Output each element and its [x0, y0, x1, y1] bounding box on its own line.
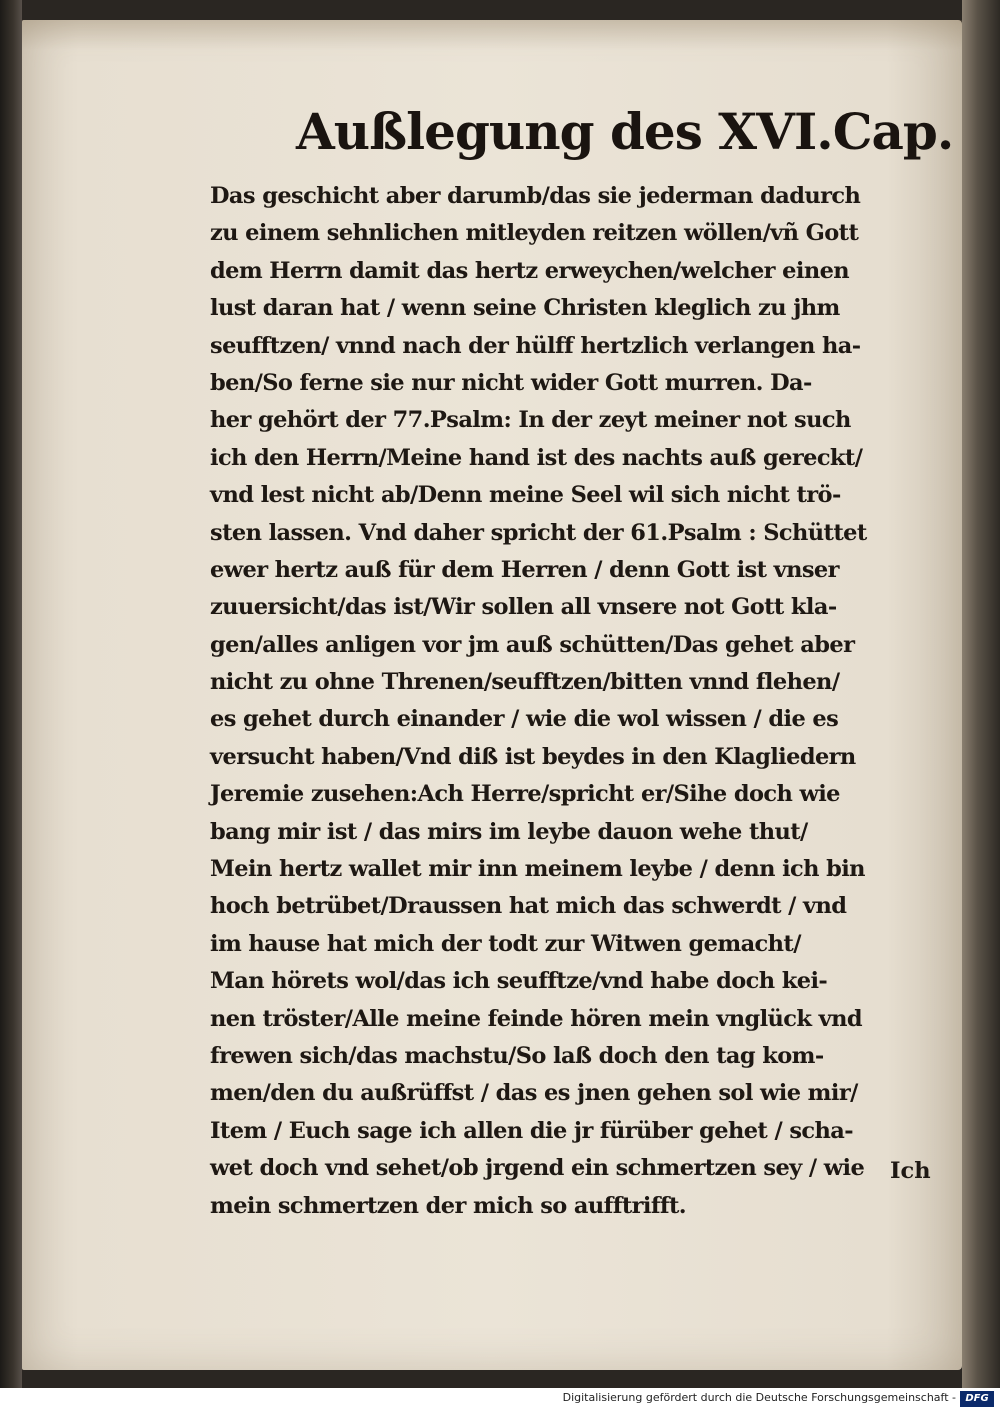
text-line: seufftzen/ vnnd nach der hülff hertzlich verlangen ha- — [210, 332, 861, 359]
text-line: Mein hertz wallet mir inn meinem leybe / denn ich bin — [210, 856, 865, 883]
text-line: frewen sich/das machstu/So laß doch den tag kom- — [210, 1042, 824, 1069]
text-line: ben/So ferne sie nur nicht wider Gott murren. Da- — [210, 369, 812, 396]
running-head: Außlegung des XVI.Cap. — [296, 102, 954, 161]
dfg-logo: DFG — [960, 1391, 994, 1407]
text-line: hoch betrübet/Draussen hat mich das schwerdt / vnd — [210, 893, 847, 920]
text-line: zuuersicht/das ist/Wir sollen all vnsere not Gott kla- — [210, 594, 837, 621]
funding-credit: Digitalisierung gefördert durch die Deutsche Forschungsgemeinschaft - — [562, 1391, 956, 1404]
text-line: nen tröster/Alle meine feinde hören mein vnglück vnd — [210, 1005, 862, 1032]
text-line: ewer hertz auß für dem Herren / denn Gott ist vnser — [210, 556, 839, 583]
text-line: versucht haben/Vnd diß ist beydes in den Klagliedern — [210, 743, 856, 770]
text-line: mein schmertzen der mich so aufftrifft. — [210, 1192, 687, 1219]
text-line: Jeremie zusehen:Ach Herre/spricht er/Sihe doch wie — [210, 781, 840, 808]
text-line: zu einem sehnlichen mitleyden reitzen wöllen/vñ Gott — [210, 220, 859, 247]
text-line: nicht zu ohne Threnen/seufftzen/bitten vnnd flehen/ — [210, 669, 840, 696]
text-line: es gehet durch einander / wie die wol wissen / die es — [210, 706, 839, 733]
text-line: her gehört der 77.Psalm: In der zeyt meiner not such — [210, 407, 851, 434]
page-shadow — [22, 20, 962, 50]
footer-bar — [0, 1388, 1000, 1411]
text-line: Das geschicht aber darumb/das sie jederman dadurch — [210, 183, 861, 209]
text-line: Man hörets wol/das ich seufftze/vnd habe doch kei- — [210, 968, 828, 995]
text-line: im hause hat mich der todt zur Witwen gemacht/ — [210, 930, 801, 957]
page-edges — [962, 0, 1000, 1388]
text-line: wet doch vnd sehet/ob jrgend ein schmertzen sey / wie — [210, 1155, 865, 1182]
text-line: men/den du außrüffst / das es jnen gehen sol wie mir/ — [210, 1080, 858, 1107]
text-line: bang mir ist / das mirs im leybe dauon wehe thut/ — [210, 818, 808, 845]
text-line: Item / Euch sage ich allen die jr fürüber gehet / scha- — [210, 1117, 853, 1144]
text-line: vnd lest nicht ab/Denn meine Seel wil sich nicht trö- — [210, 482, 841, 509]
text-line: gen/alles anligen vor jm auß schütten/Das gehet aber — [210, 631, 855, 658]
book-binding — [0, 0, 22, 1388]
catchword: Ich — [890, 1158, 931, 1184]
text-line: dem Herrn damit das hertz erweychen/welcher einen — [210, 257, 850, 284]
text-line: lust daran hat / wenn seine Christen kleglich zu jhm — [210, 295, 840, 322]
text-line: ich den Herrn/Meine hand ist des nachts auß gereckt/ — [210, 444, 863, 471]
text-line: sten lassen. Vnd daher spricht der 61.Psalm : Schüttet — [210, 519, 867, 546]
page-body — [210, 178, 945, 1225]
